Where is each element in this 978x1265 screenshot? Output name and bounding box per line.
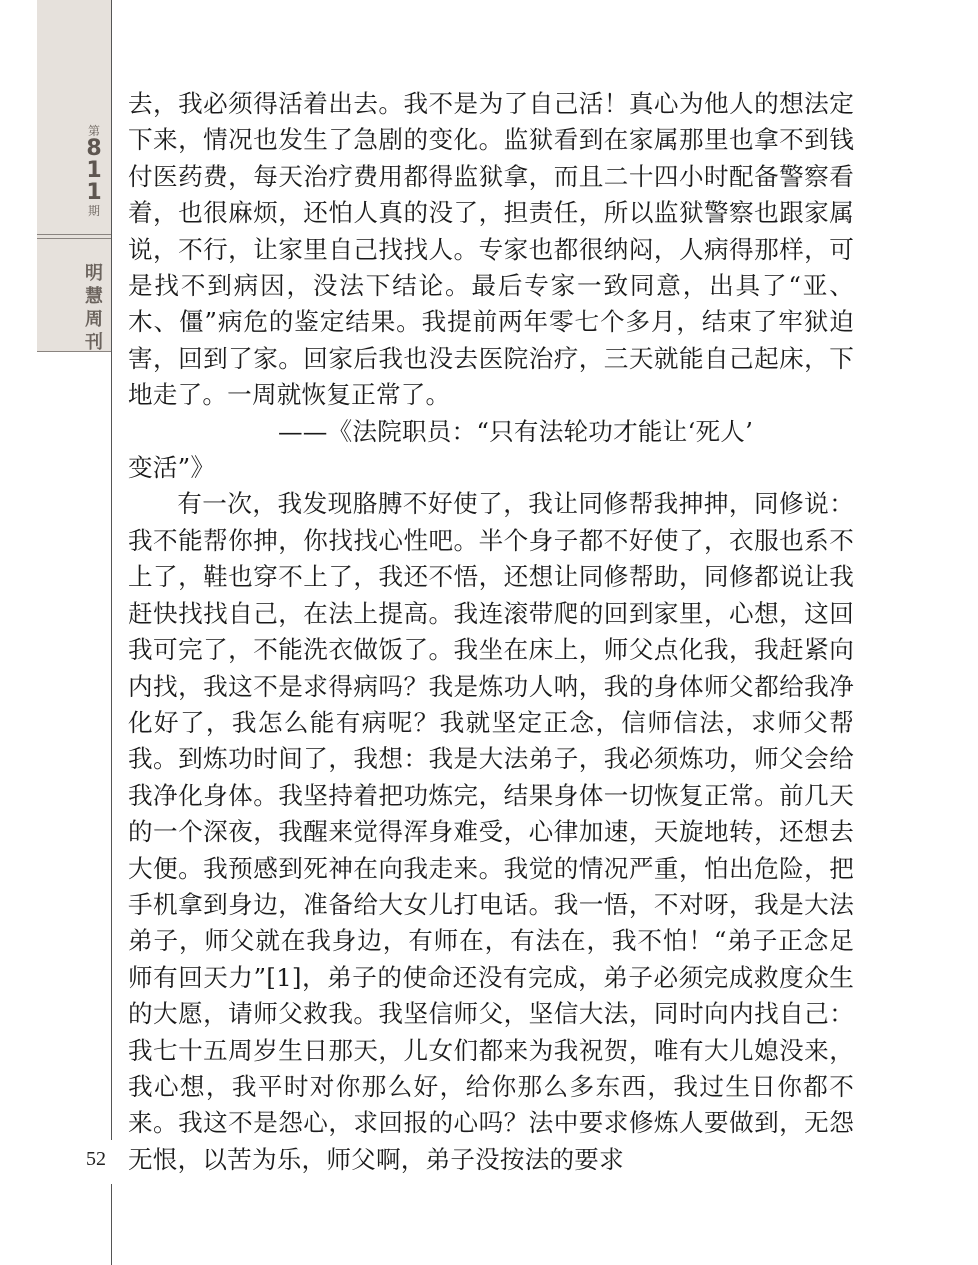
article-paragraph: 去，我必须得活着出去。我不是为了自己活！真心为他人的想法定下来，情况也发生了急剧的变化。监狱看到在家属那里也拿不到钱付医药费，每天治疗费用都得监狱拿，而且二十四小时配备警察看着，也很麻烦，还怕人真的没了，担责任，所以监狱警察也跟家属说，不行，让家里自己找找人。专家也都很纳闷，人病得那样，可是找不到病因，没法下结论。最后专家一致同意，出具了“亚、木、僵”病危的鉴定结果。我提前两年零七个多月，结束了牢狱迫害，回到了家。回家后我也没去医院治疗，三天就能自己起床，下地走了。一周就恢复正常了。 [128,89,854,410]
article-body [128,86,854,1178]
margin-rule [111,0,112,1265]
issue-prefix: 第 [87,124,100,138]
source-citation: ——《法院职员：“只有法轮功才能让‘死人’ [278,416,754,446]
issue-digit: 1 [86,180,102,205]
journal-char: 明 [85,263,103,284]
journal-name [80,262,108,354]
issue-digit: 8 [86,136,102,161]
sidebar-divider [37,234,111,235]
article-paragraph: 有一次，我发现胳膊不好使了，我让同修帮我抻抻，同修说：我不能帮你抻，你找找心性吧。半个身子都不好使了，衣服也系不上了，鞋也穿不上了，我还不悟，还想让同修帮助，同修都说让我赶快找找自己，在法上提高。我连滚带爬的回到家里，心想，这回我可完了，不能洗衣做饭了。我坐在床上，师父点化我，我赶紧向内找，我这不是求得病吗？我是炼功人呐，我的身体师父都给我净化好了，我怎么能有病呢？我就坚定正念，信师信法，求师父帮我。到炼功时间了，我想：我是大法弟子，我必须炼功，师父会给我净化身体。我坚持着把功炼完，结果身体一切恢复正常。前几天的一个深夜，我醒来觉得浑身难受，心律加速，天旋地转，还想去大便。我预感到死神在向我走来。我觉的情况严重，怕出危险，把手机拿到身边，准备给大女儿打电话。我一悟，不对呀，我是大法弟子，师父就在我身边，有师在，有法在，我不怕！“弟子正念足师有回天力”[1]，弟子的使命还没有完成，弟子必须完成救度众生的大愿，请师父救我。我坚信师父，坚信大法，同时向内找自己：我七十五周岁生日那天，儿女们都来为我祝贺，唯有大儿媳没来，我心想，我平时对你那么好，给你那么多东西，我过生日你都不来。我这不是怨心，求回报的心吗？法中要求修炼人要做到，无怨无恨，以苦为乐，师父啊，弟子没按法的要求 [128,489,854,1174]
journal-char: 周 [85,309,103,330]
issue-digit: 1 [86,158,102,183]
journal-char: 刊 [85,332,103,353]
issue-number [80,124,108,218]
issue-suffix: 期 [87,204,100,218]
source-citation-cont: 变活”》 [128,453,216,483]
page-number: 52 [86,1148,106,1170]
journal-char: 慧 [85,286,103,307]
sidebar-divider [37,238,111,239]
